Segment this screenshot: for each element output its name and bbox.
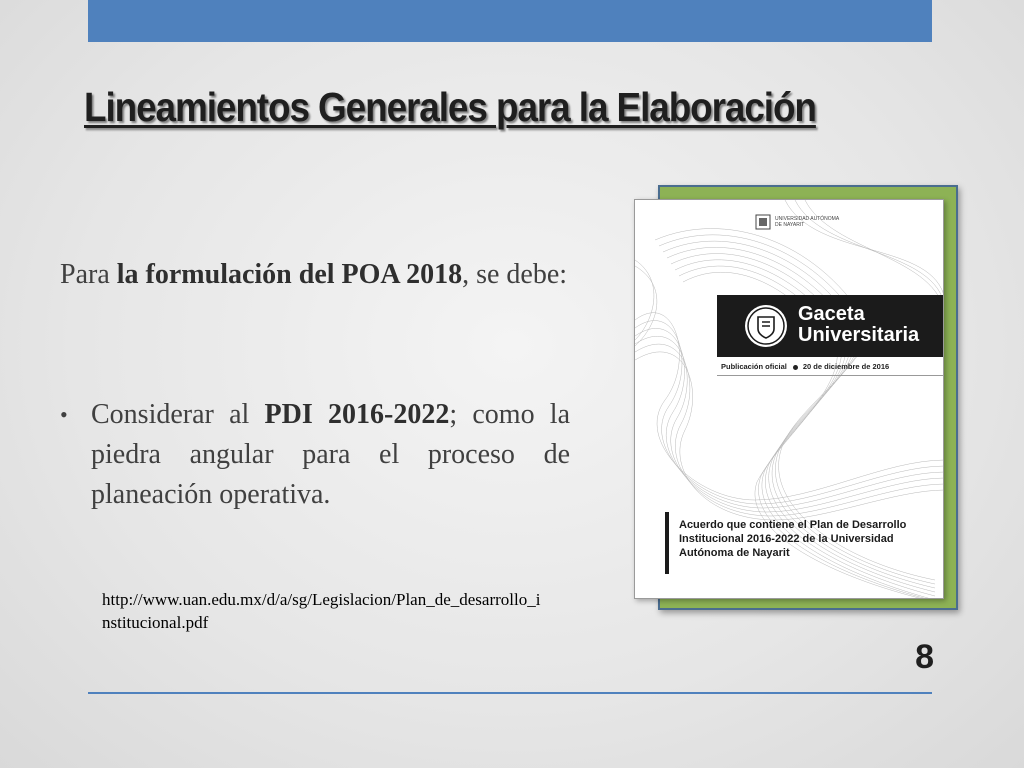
intro-prefix: Para [60, 259, 117, 290]
gaceta-cover-image [634, 199, 944, 599]
source-url-link[interactable]: http://www.uan.edu.mx/d/a/sg/Legislacion/Plan_de_desarrollo_institucional.pdf [102, 590, 541, 632]
publication-divider [717, 375, 943, 376]
university-seal-icon [755, 214, 771, 230]
publication-date: 20 de diciembre de 2016 [802, 362, 890, 371]
bullet-prefix: Considerar al [91, 399, 265, 430]
bullet-item [60, 395, 570, 515]
publication-title: Gaceta Universitaria [798, 303, 920, 346]
page-number: 8 [915, 638, 934, 676]
bullet-marker-icon: • [60, 402, 68, 427]
agreement-accent-bar [665, 512, 669, 574]
university-name: UNIVERSIDAD AUTÓNOMA DE NAYARIT [775, 216, 839, 228]
agreement-text: Acuerdo que contiene el Plan de Desarrollo Institucional 2016-2022 de la Universidad Autónoma de Nayarit [679, 519, 907, 559]
intro-suffix: , se debe: [462, 259, 568, 290]
publication-line [721, 362, 889, 371]
slide-title: Lineamientos Generales para la Elaboración [84, 84, 816, 130]
bullet-suffix: ; como la piedra angular para el proceso de planeación operativa. [91, 399, 571, 510]
bullet-bold: PDI 2016-2022 [264, 399, 450, 430]
top-accent-bar [88, 0, 932, 42]
intro-paragraph [60, 255, 570, 294]
bottom-accent-line [88, 692, 932, 694]
intro-bold: la formulación del POA 2018 [116, 259, 463, 290]
separator-dot-icon [793, 365, 798, 370]
gaceta-seal-icon [743, 303, 789, 349]
publication-type: Publicación oficial [721, 362, 787, 371]
